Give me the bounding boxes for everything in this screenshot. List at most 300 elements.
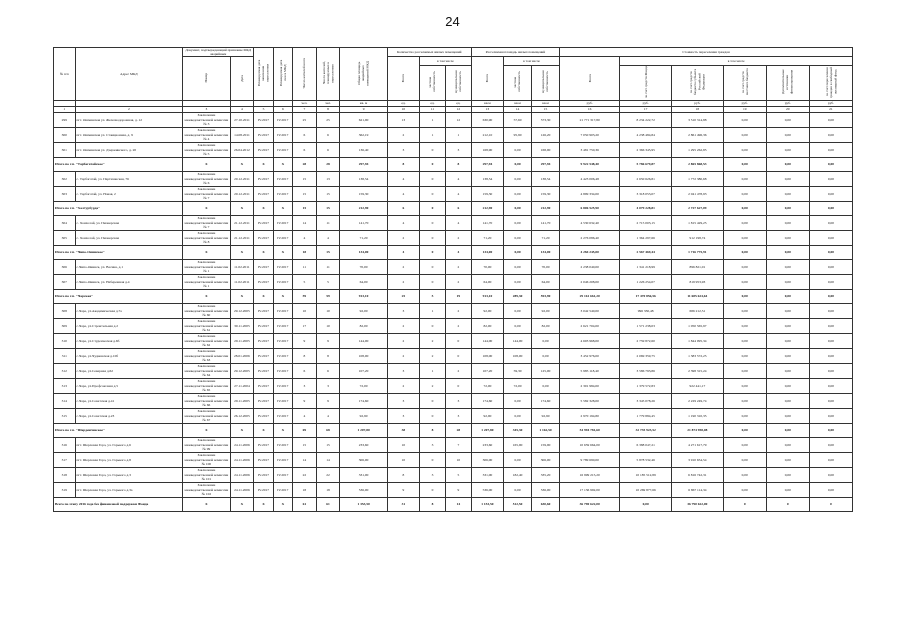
subtotal-cell: X	[273, 423, 292, 437]
table-cell: 10 659 664,00	[560, 437, 620, 452]
table-cell: 4	[445, 186, 471, 201]
table-cell: 0,00	[723, 303, 766, 318]
table-cell: 82,00	[532, 318, 560, 333]
table-cell: Заключение межведомственной комиссии № 102	[184, 483, 229, 496]
table-cell: 29.12.2005	[230, 363, 254, 378]
h-people-plan: Число жителей, планируемых к переселению	[316, 48, 340, 101]
table-cell: 10	[387, 437, 419, 452]
table-cell: 2	[387, 274, 419, 289]
table-cell: 0,00	[723, 378, 766, 393]
table-cell: 306	[54, 259, 76, 274]
table-cell: 2 301 984,00	[560, 378, 620, 393]
table-cell: 29.11.2005	[230, 333, 254, 348]
table-cell: 95,90	[504, 127, 532, 142]
table-cell: 8	[316, 348, 340, 363]
table-cell: 3	[387, 303, 419, 318]
table-cell: 174,60	[532, 393, 560, 408]
table-cell: 4	[387, 186, 419, 201]
table-cell: 2 861 496,36	[672, 127, 724, 142]
table-cell: 7	[445, 437, 471, 452]
table-cell: Заключение межведомственной комиссии № 61	[184, 319, 229, 332]
table-cell: 2 041 478,93	[672, 186, 724, 201]
h-cost-region: за счет средств бюджета субъекта Российской Федерации	[672, 66, 724, 100]
h-cost-extra2: за счет переселения граждан в свободный жилищный фонд	[809, 66, 852, 100]
table-cell: 0,00	[766, 215, 809, 230]
h-cost-local: за счет средств местного бюджета	[723, 66, 766, 100]
grand-total-cell: 61	[293, 497, 317, 511]
table-cell: 2	[420, 378, 446, 393]
unit-cell: ед.	[445, 100, 471, 106]
table-cell: 314	[54, 393, 76, 408]
table-cell: IV.2017	[254, 393, 273, 408]
table-cell: 630,90	[471, 112, 503, 127]
table-cell: 2	[387, 348, 419, 363]
subtotal-cell: 1 207,80	[340, 423, 387, 437]
column-index-cell: 19	[723, 106, 766, 112]
subtotal-cell: 4 284 245,00	[560, 245, 620, 259]
table-cell: 8	[387, 467, 419, 482]
table-cell: 0,00	[532, 333, 560, 348]
table-cell: 1 190 310,35	[672, 408, 724, 423]
table-cell: 0,00	[504, 482, 532, 497]
table-cell: 2 046 208,00	[560, 274, 620, 289]
table-cell: 92,00	[532, 303, 560, 318]
table-cell: Заключение межведомственной комиссии № 8	[184, 231, 229, 244]
h-doc-date: Дата	[230, 57, 254, 100]
table-cell: 2	[387, 318, 419, 333]
table-cell: IV.2017	[254, 230, 273, 245]
subtotal-cell: X	[273, 157, 292, 171]
table-body	[54, 112, 853, 497]
table-cell: 17 136 992,00	[560, 482, 620, 497]
table-cell: 2 069 359,75	[620, 348, 672, 363]
table-cell: 108,00	[504, 348, 532, 363]
table-cell: IV.2017	[254, 303, 273, 318]
table-cell: Заключение межведомственной комиссии № 1	[184, 260, 229, 273]
table-cell: 536,00	[532, 482, 560, 497]
subtotal-cell: X	[273, 201, 292, 215]
table-cell: 0,00	[723, 348, 766, 363]
table-cell: 3	[445, 393, 471, 408]
subtotal-cell: 0,00	[809, 157, 852, 171]
subtotal-cell: X	[183, 289, 230, 303]
table-cell: 6	[293, 127, 317, 142]
table-cell: 25	[293, 112, 317, 127]
table-cell: IV.2017	[273, 186, 292, 201]
table-row	[54, 318, 853, 333]
table-cell: IV.2017	[254, 467, 273, 482]
table-cell: 331,00	[340, 467, 387, 482]
table-cell: с.Чара, ул.Академическая д.7а	[75, 303, 183, 318]
table-cell: 4 238 484,84	[620, 127, 672, 142]
column-index-cell: 7	[293, 106, 317, 112]
h-doc-num: Номер	[183, 57, 230, 100]
subtotal-row	[54, 201, 853, 215]
subtotal-cell: 0,00	[723, 423, 766, 437]
table-cell: 16 999 215,20	[560, 467, 620, 482]
column-index-cell: 17	[620, 106, 672, 112]
table-cell: 0	[445, 348, 471, 363]
table-cell: 15	[316, 186, 340, 201]
column-index-cell: 8	[316, 106, 340, 112]
table-cell: 0,00	[809, 467, 852, 482]
subtotal-cell: 54 994 781,60	[560, 423, 620, 437]
subtotal-cell: X	[183, 157, 230, 171]
subtotal-cell: 29 161 661,20	[560, 289, 620, 303]
table-cell: 1 779 884,45	[620, 408, 672, 423]
table-cell: пгт. Шерловая Гора, ул. Горького д.3	[75, 467, 183, 482]
table-cell: 0	[420, 452, 446, 467]
grand-total-cell: 61	[316, 497, 340, 511]
table-cell: с.Чипо-Оиинск, ул. Набережная д.4	[75, 274, 183, 289]
table-cell: 0,00	[809, 408, 852, 423]
table-cell: 301	[54, 142, 76, 157]
resettlement-table	[53, 47, 853, 512]
table-cell: IV.2017	[254, 363, 273, 378]
unit-cell: руб.	[672, 100, 724, 106]
table-cell: 5	[293, 274, 317, 289]
table-cell: 0,00	[766, 112, 809, 127]
table-cell: IV.2017	[273, 318, 292, 333]
unit-cell: руб.	[766, 100, 809, 106]
table-cell: 125,00	[532, 363, 560, 378]
table-cell: IV.2017	[254, 378, 273, 393]
h-count-total: Всего	[387, 57, 419, 100]
table-cell: 12	[445, 112, 471, 127]
table-cell: пгт. Шерловая Гора, ул. Горького д.6	[75, 437, 183, 452]
table-cell: 30.11.2005	[230, 318, 254, 333]
table-cell: 318	[54, 467, 76, 482]
h-people: Число жителей всего	[293, 48, 317, 101]
table-cell: 71,20	[340, 230, 387, 245]
table-cell: 0,00	[504, 274, 532, 289]
table-cell: 0,00	[504, 186, 532, 201]
table-cell: 315	[54, 408, 76, 423]
table-cell: IV.2017	[273, 112, 292, 127]
table-cell: IV.2017	[273, 467, 292, 482]
table-cell: 2	[387, 378, 419, 393]
subtotal-cell: 6	[387, 201, 419, 215]
table-cell: IV.2017	[273, 303, 292, 318]
subtotal-cell: 17 470 856,56	[620, 289, 672, 303]
table-row	[54, 467, 853, 482]
table-cell: 6 867 114,34	[672, 482, 724, 497]
subtotal-cell: X	[273, 289, 292, 303]
table-cell: 0,00	[723, 363, 766, 378]
subtotal-cell: X	[183, 245, 230, 259]
h-area-total: Общая площадь аварийных помещений МКД	[340, 48, 387, 101]
table-cell: 0,00	[809, 127, 852, 142]
subtotal-cell: 0,00	[766, 157, 809, 171]
subtotal-cell: 59	[293, 289, 317, 303]
table-cell: Заключение межведомственной комиссии № 5	[184, 143, 229, 156]
table-cell: 0,00	[504, 318, 532, 333]
table-cell: 0,00	[766, 259, 809, 274]
table-cell: IV.2017	[254, 171, 273, 186]
table-cell: 3	[420, 437, 446, 452]
table-row	[54, 274, 853, 289]
table-cell: 0	[420, 318, 446, 333]
table-cell: 6	[293, 142, 317, 157]
subtotal-cell: 25	[387, 289, 419, 303]
h-area-all: Всего	[471, 57, 503, 100]
table-cell: 0,00	[504, 171, 532, 186]
subtotal-cell: 297,94	[340, 157, 387, 171]
subtotal-cell: X	[230, 201, 254, 215]
column-index-cell: 12	[445, 106, 471, 112]
subtotal-cell: 134,00	[532, 245, 560, 259]
table-cell: 686 212,51	[672, 303, 724, 318]
table-cell: 0,00	[766, 363, 809, 378]
table-cell: IV.2017	[273, 142, 292, 157]
table-cell: 6 388 047,21	[620, 437, 672, 452]
table-cell: 1 844 095,34	[672, 333, 724, 348]
table-cell: 0,00	[766, 482, 809, 497]
table-cell: Заключение межведомственной комиссии № 63	[184, 349, 229, 362]
subtotal-cell: 593,90	[532, 289, 560, 303]
table-cell: IV.2017	[273, 230, 292, 245]
grand-total-cell: 14	[445, 497, 471, 511]
table-cell: 59,30	[504, 363, 532, 378]
unit-cell: руб.	[809, 100, 852, 106]
subtotal-cell: 28	[445, 423, 471, 437]
table-cell: 159,30	[532, 186, 560, 201]
table-cell: 309	[54, 318, 76, 333]
table-cell: 0,00	[809, 230, 852, 245]
table-cell: IV.2017	[254, 215, 273, 230]
subtotal-cell: 5 786 679,87	[620, 157, 672, 171]
table-cell: 0	[420, 408, 446, 423]
table-row	[54, 408, 853, 423]
table-cell: 92,90	[471, 408, 503, 423]
table-cell: 308	[54, 303, 76, 318]
subtotal-cell: X	[230, 157, 254, 171]
subtotal-cell: 345,30	[504, 423, 532, 437]
subtotal-cell: 0	[420, 157, 446, 171]
table-cell: 24.11.2006	[230, 452, 254, 467]
subtotal-cell: 59	[316, 289, 340, 303]
table-cell: 64,00	[340, 274, 387, 289]
unit-cell: руб.	[620, 100, 672, 106]
grand-total-cell: 1 353,50	[340, 497, 387, 511]
table-cell: 159,30	[471, 186, 503, 201]
subtotal-cell: X	[254, 423, 273, 437]
table-cell: 4 530 632,40	[560, 215, 620, 230]
table-cell: Заключение межведомственной комиссии № 6	[184, 172, 229, 185]
h-count-municipal: муниципальная собственность	[445, 66, 471, 100]
table-cell: 1 571 238,03	[620, 318, 672, 333]
table-cell: 306,00	[532, 452, 560, 467]
table-cell: 27.11.2004	[230, 378, 254, 393]
table-cell: 20.12.2011	[230, 171, 254, 186]
table-cell: IV.2017	[254, 318, 273, 333]
table-cell: с.Чара, ул.Студенческая д.6б	[75, 333, 183, 348]
subtotal-cell: X	[254, 157, 273, 171]
table-cell: 10	[316, 318, 340, 333]
table-cell: 168,90	[532, 142, 560, 157]
table-cell: IV.2017	[273, 482, 292, 497]
subtotal-cell: 0,00	[504, 245, 532, 259]
table-cell: 182,40	[504, 467, 532, 482]
subtotal-label: Итого по г.п. "Халтурбурда"	[54, 201, 183, 215]
table-cell: 0,00	[809, 186, 852, 201]
table-cell: 28.01.2006	[230, 348, 254, 363]
table-cell: 5	[445, 467, 471, 482]
table-cell: 331,00	[471, 467, 503, 482]
table-cell: 159,30	[340, 186, 387, 201]
table-cell: 212,10	[471, 127, 503, 142]
h-doc-group: Документ, подтверждающий признание МКД аварийным	[183, 48, 254, 57]
table-cell: 0,00	[809, 274, 852, 289]
table-cell: 573,30	[532, 112, 560, 127]
table-cell: 996 330,48	[620, 303, 672, 318]
subtotal-cell: 4 079 228,81	[620, 201, 672, 215]
table-cell: IV.2017	[254, 333, 273, 348]
column-index-cell: 10	[387, 106, 419, 112]
table-cell: 72,00	[340, 378, 387, 393]
table-row	[54, 452, 853, 467]
table-cell: 1	[420, 127, 446, 142]
table-cell: IV.2017	[254, 274, 273, 289]
table-cell: 2	[445, 363, 471, 378]
subtotal-cell: 2 567 469,44	[620, 245, 672, 259]
subtotal-cell: 134,00	[471, 245, 503, 259]
grand-total-cell: X	[273, 497, 292, 511]
table-cell: 64,00	[471, 274, 503, 289]
table-cell: 14	[293, 215, 317, 230]
table-cell: с.Чипо-Оиинск, ул. Васина, д.1	[75, 259, 183, 274]
table-cell: 0,00	[766, 333, 809, 348]
subtotal-label: Итого по г.п. "Шарденгинское"	[54, 423, 183, 437]
table-cell: IV.2017	[254, 437, 273, 452]
table-cell: 82,00	[340, 318, 387, 333]
table-cell: 82,00	[471, 318, 503, 333]
table-cell: с.Чара, ул.Чудненская д.10б	[75, 348, 183, 363]
table-cell: 3 481 750,36	[560, 142, 620, 157]
table-cell: 5 985 118,40	[560, 363, 620, 378]
table-cell: 144,00	[340, 333, 387, 348]
subtotal-cell: 19	[445, 289, 471, 303]
table-cell: 1	[420, 303, 446, 318]
table-cell: пгт. Ошмянская ул. Станционная, д. 9	[75, 127, 183, 142]
table-cell: 9	[387, 482, 419, 497]
table-cell: 108,00	[471, 348, 503, 363]
table-cell: 0	[445, 378, 471, 393]
table-cell: 24.11.2006	[230, 482, 254, 497]
table-cell: 0,00	[723, 230, 766, 245]
table-cell: 3	[420, 467, 446, 482]
table-cell: 0,00	[809, 348, 852, 363]
table-cell: 11	[316, 215, 340, 230]
grand-total-cell: 36 790 622,00	[672, 497, 724, 511]
table-cell: 3 452 976,00	[560, 348, 620, 363]
grand-total-cell: X	[230, 497, 254, 511]
subtotal-cell: X	[183, 423, 230, 437]
subtotal-cell: 4	[445, 245, 471, 259]
table-cell: Заключение межведомственной комиссии № 1	[184, 275, 229, 288]
table-cell: IV.2017	[254, 186, 273, 201]
table-cell: 3 586 793,86	[620, 363, 672, 378]
subtotal-cell: 134,00	[340, 245, 387, 259]
table-cell: 14	[316, 452, 340, 467]
table-cell: 317	[54, 452, 76, 467]
table-cell: Заключение межведомственной комиссии № 100	[184, 453, 229, 466]
table-cell: 11.02.2011	[230, 274, 254, 289]
subtotal-cell: 297,94	[471, 157, 503, 171]
grand-total-cell: 512,50	[504, 497, 532, 511]
table-cell: 1 379 572,83	[620, 378, 672, 393]
table-cell: 141,70	[532, 215, 560, 230]
column-index-cell: 18	[672, 106, 724, 112]
subtotal-cell: 913,10	[471, 289, 503, 303]
table-cell: 20.12.2011	[230, 186, 254, 201]
table-cell: 0,00	[809, 142, 852, 157]
table-cell: 0,00	[723, 186, 766, 201]
table-cell: 0,00	[504, 393, 532, 408]
table-cell: 25	[316, 112, 340, 127]
column-index-cell: 3	[183, 106, 230, 112]
subtotal-cell: 5	[420, 289, 446, 303]
table-cell: 4	[316, 408, 340, 423]
table-cell: 304	[54, 215, 76, 230]
table-cell: 300	[54, 127, 76, 142]
table-cell: Заключение межведомственной комиссии № 67	[184, 409, 229, 422]
subtotal-cell: 0,00	[766, 245, 809, 259]
subtotal-cell: 11 685 624,64	[672, 289, 724, 303]
table-cell: 3	[316, 378, 340, 393]
table-cell: 10	[293, 303, 317, 318]
table-cell: 0,00	[766, 393, 809, 408]
table-cell: 0,00	[809, 171, 852, 186]
column-index-cell: 20	[766, 106, 809, 112]
h-area-group: Расселяемая площадь жилых помещений	[471, 48, 559, 57]
table-cell: 18	[293, 482, 317, 497]
subtotal-cell: 212,90	[532, 201, 560, 215]
table-cell: 2 366 345,95	[620, 142, 672, 157]
table-cell: пгт. Ошмянская ул. Дзержинского, д. 20	[75, 142, 183, 157]
table-cell: 92,00	[471, 303, 503, 318]
subtotal-cell: 0,00	[723, 201, 766, 215]
table-cell: 6	[316, 127, 340, 142]
table-cell: 4 271 617,79	[672, 437, 724, 452]
table-cell: 3	[387, 393, 419, 408]
table-cell: Заключение межведомственной комиссии № 66	[184, 394, 229, 407]
table-row	[54, 186, 853, 201]
unit-cell: руб.	[723, 100, 766, 106]
subtotal-cell: 0,00	[504, 157, 532, 171]
table-cell: 3	[293, 378, 317, 393]
table-cell: 0,00	[504, 452, 532, 467]
table-cell: 2 276 086,40	[560, 230, 620, 245]
subtotal-cell: 1 162,50	[532, 423, 560, 437]
table-cell: 0	[420, 186, 446, 201]
table-cell: 0,00	[809, 363, 852, 378]
subtotal-cell: 32 735 923,52	[620, 423, 672, 437]
table-cell: 9	[293, 393, 317, 408]
table-cell: 26.04.2012	[230, 142, 254, 157]
table-cell: 92,90	[340, 408, 387, 423]
subtotal-cell: 0,00	[723, 157, 766, 171]
table-cell: с. Тарбагатай, ул. Партизанская, 76	[75, 171, 183, 186]
table-cell: 2 970 194,80	[560, 408, 620, 423]
h-cost-group: Стоимость переселения граждан	[560, 48, 853, 57]
subtotal-cell: 297,94	[532, 157, 560, 171]
table-row	[54, 378, 853, 393]
table-cell: 141,70	[471, 215, 503, 230]
table-cell: 144,00	[471, 333, 503, 348]
unit-cell: чел.	[293, 100, 317, 106]
table-cell: 136,40	[340, 142, 387, 157]
